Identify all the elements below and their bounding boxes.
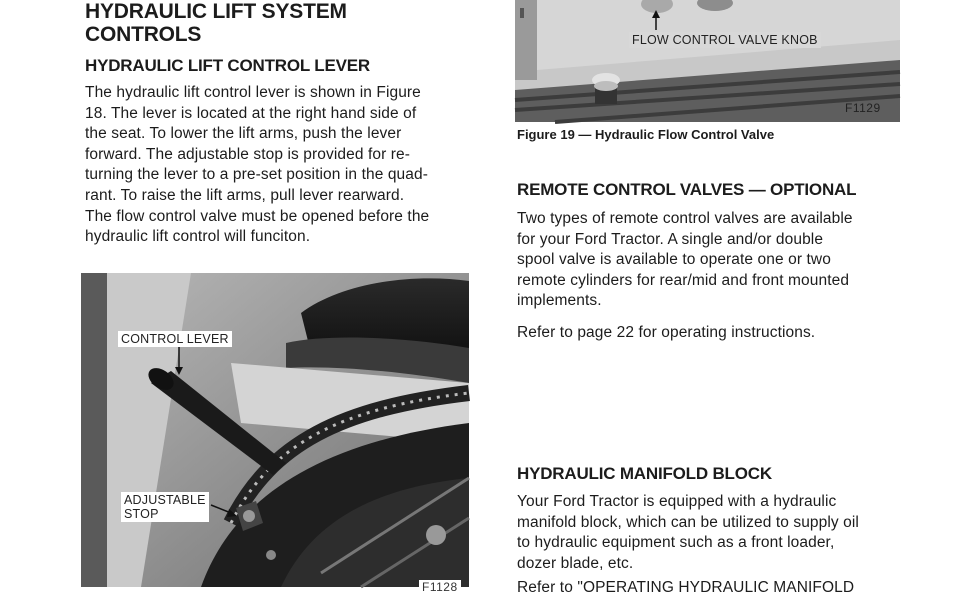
text-line: forward. The adjustable stop is provided for re-: [85, 145, 411, 163]
manifold-block-paragraph: [517, 492, 905, 574]
text-line: to hydraulic equipment such as a front loader,: [517, 534, 835, 552]
control-lever-photo: [81, 273, 469, 587]
adjustable-stop-label-line-2: STOP: [124, 507, 159, 521]
text-line: rant. To raise the lift arms, pull lever rearward.: [85, 186, 405, 204]
figure-19-photo: [515, 0, 900, 122]
text-line: hydraulic lift control will funciton.: [85, 228, 311, 246]
text-line: manifold block, which can be utilized to supply oil: [517, 513, 859, 531]
text-line: remote cylinders for rear/mid and front mounted: [517, 271, 850, 289]
text-line: The hydraulic lift control lever is shown in Figure: [85, 84, 421, 101]
manifold-block-refer: Refer to "OPERATING HYDRAULIC MANIFOLD: [517, 579, 855, 596]
lift-lever-subheading: HYDRAULIC LIFT CONTROL LEVER: [85, 56, 370, 75]
text-line: for your Ford Tractor. A single and/or double: [517, 230, 824, 248]
section-heading-line-2: CONTROLS: [85, 23, 202, 46]
text-line: turning the lever to a pre-set position in the quad-: [85, 166, 428, 184]
text-line: Your Ford Tractor is equipped with a hydraulic: [517, 493, 837, 510]
figure-18-id: F1128: [419, 580, 461, 594]
text-line: Two types of remote control valves are available: [517, 210, 853, 227]
text-line: implements.: [517, 292, 602, 310]
section-heading-line-1: HYDRAULIC LIFT SYSTEM: [85, 0, 347, 23]
section-heading: [85, 0, 347, 46]
remote-valves-refer: Refer to page 22 for operating instructions.: [517, 324, 816, 341]
text-line: 18. The lever is located at the right hand side of: [85, 104, 417, 122]
adjustable-stop-label-line-1: ADJUSTABLE: [124, 493, 206, 507]
adjustable-stop-label: [121, 492, 209, 522]
flow-control-knob-label: FLOW CONTROL VALVE KNOB: [629, 32, 821, 48]
text-line: The flow control valve must be opened before the: [85, 207, 430, 225]
remote-valves-heading: REMOTE CONTROL VALVES — OPTIONAL: [517, 180, 857, 199]
manifold-block-heading: HYDRAULIC MANIFOLD BLOCK: [517, 464, 772, 483]
control-lever-label: CONTROL LEVER: [118, 331, 232, 347]
figure-18-photo: [81, 273, 469, 594]
text-line: the seat. To lower the lift arms, push the lever: [85, 125, 402, 143]
lift-lever-paragraph: [85, 83, 472, 248]
remote-valves-paragraph: [517, 209, 905, 312]
text-line: dozer blade, etc.: [517, 554, 634, 572]
text-line: spool valve is available to operate one or two: [517, 251, 831, 269]
flow-control-valve-photo: [515, 0, 900, 122]
figure-19-caption: Figure 19 — Hydraulic Flow Control Valve: [517, 127, 775, 142]
figure-19-id: F1129: [845, 101, 881, 115]
